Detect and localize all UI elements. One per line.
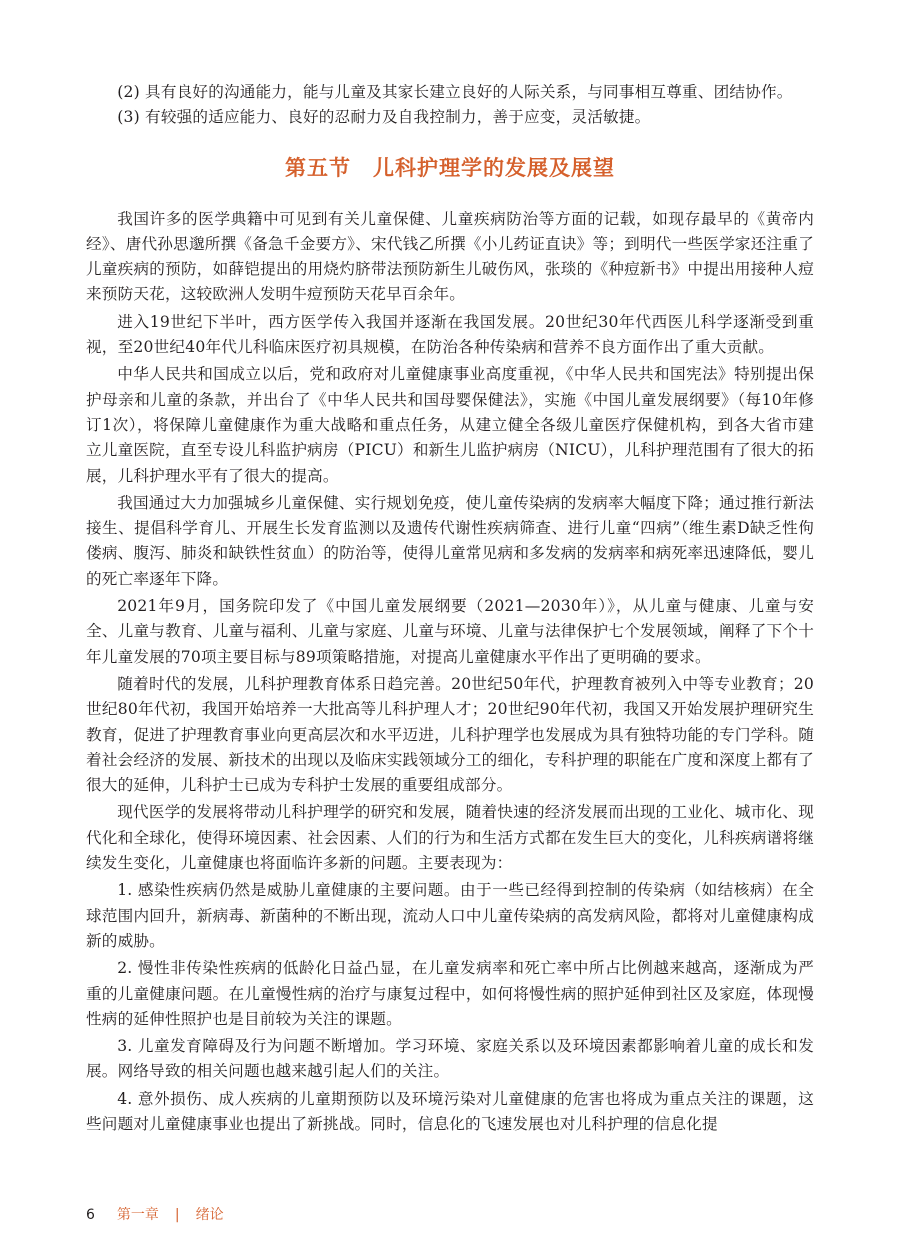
paragraph: 我国通过大力加强城乡儿童保健、实行规划免疫，使儿童传染病的发病率大幅度下降；通过推行新法接生、提倡科学育儿、开展生长发育监测以及遗传代谢性疾病筛查、进行儿童“四病”（维生素D缺乏性佝偻病、腹泻、肺炎和缺铁性贫血）的防治等，使得儿童常见病和多发病的发病率和病死率迅速降低，婴儿的死亡率逐年下降。 (86, 493, 814, 588)
section-heading (86, 153, 814, 183)
page-footer (86, 1206, 224, 1224)
paragraph: 进入19世纪下半叶，西方医学传入我国并逐渐在我国发展。20世纪30年代西医儿科学逐渐受到重视，至20世纪40年代儿科临床医疗初具规模，在防治各种传染病和营养不良方面作出了重大贡献。 (86, 312, 814, 357)
paragraph: 我国许多的医学典籍中可见到有关儿童保健、儿童疾病防治等方面的记载，如现存最早的《黄帝内经》、唐代孙思邈所撰《备急千金要方》、宋代钱乙所撰《小儿药证直诀》等；到明代一些医学家还注重了儿童疾病的预防，如薛铠提出的用烧灼脐带法预防新生儿破伤风，张琰的《种痘新书》中提出用接种人痘来预防天花，这较欧洲人发明牛痘预防天花早百余年。 (86, 209, 814, 304)
chapter-label: 第一章 (116, 1207, 159, 1223)
list-item: 1. 感染性疾病仍然是威胁儿童健康的主要问题。由于一些已经得到控制的传染病（如结核病）在全球范围内回升，新病毒、新菌种的不断出现，流动人口中儿童传染病的高发病风险，都将对儿童健康构成新的威胁。 (86, 881, 814, 950)
paragraph: 中华人民共和国成立以后，党和政府对儿童健康事业高度重视，《中华人民共和国宪法》特别提出保护母亲和儿童的条款，并出台了《中华人民共和国母婴保健法》，实施《中国儿童发展纲要》（每10年修订1次），将保障儿童健康作为重大战略和重点任务，从建立健全各级儿童医疗保健机构，到各大省市建立儿童医院，直至专设儿科监护病房（PICU）和新生儿监护病房（NICU），儿科护理范围有了很大的拓展，儿科护理水平有了很大的提高。 (86, 365, 814, 485)
paragraph: 随着时代的发展，儿科护理教育体系日趋完善。20世纪50年代，护理教育被列入中等专业教育；20世纪80年代初，我国开始培养一大批高等儿科护理人才；20世纪90年代初，我国又开始发展护理研究生教育，促进了护理教育事业向更高层次和水平迈进，儿科护理学也发展成为具有独特功能的专门学科。随着社会经济的发展、新技术的出现以及临床实践领域分工的细化，专科护理的职能在广度和深度上都有了很大的延伸，儿科护士已成为专科护士发展的重要组成部分。 (86, 674, 814, 795)
paragraph: 2021年9月，国务院印发了《中国儿童发展纲要（2021—2030年）》，从儿童与健康、儿童与安全、儿童与教育、儿童与福利、儿童与家庭、儿童与环境、儿童与法律保护七个发展领域，阐释了下个十年儿童发展的70项主要目标与89项策略措施，对提高儿童健康水平作出了更明确的要求。 (86, 597, 814, 666)
section-title: 儿科护理学的发展及展望 (373, 155, 615, 180)
page-number: 6 (86, 1207, 95, 1223)
footer-separator: | (174, 1207, 180, 1223)
page-content (86, 80, 814, 1137)
paragraph: 现代医学的发展将带动儿科护理学的研究和发展，随着快速的经济发展而出现的工业化、城市化、现代化和全球化，使得环境因素、社会因素、人们的行为和生活方式都在发生巨大的变化，儿科疾病谱将继续发生变化，儿童健康也将面临许多新的问题。主要表现为： (86, 803, 814, 873)
list-item: (2) 具有良好的沟通能力，能与儿童及其家长建立良好的人际关系，与同事相互尊重、团结协作。 (117, 83, 793, 101)
list-item: 2. 慢性非传染性疾病的低龄化日益凸显，在儿童发病率和死亡率中所占比例越来越高，逐渐成为严重的儿童健康问题。在儿童慢性病的治疗与康复过程中，如何将慢性病的照护延伸到社区及家庭，体现慢性病的延伸性照护也是目前较为关注的课题。 (86, 959, 814, 1028)
chapter-title: 绪论 (195, 1207, 224, 1223)
section-number: 第五节 (285, 155, 351, 180)
list-item: 4. 意外损伤、成人疾病的儿童期预防以及环境污染对儿童健康的危害也将成为重点关注的课题，这些问题对儿童健康事业也提出了新挑战。同时，信息化的飞速发展也对儿科护理的信息化提 (86, 1089, 814, 1133)
list-item: 3. 儿童发育障碍及行为问题不断增加。学习环境、家庭关系以及环境因素都影响着儿童的成长和发展。网络导致的相关问题也越来越引起人们的关注。 (86, 1037, 814, 1081)
list-item: (3) 有较强的适应能力、良好的忍耐力及自我控制力，善于应变，灵活敏捷。 (117, 108, 651, 127)
